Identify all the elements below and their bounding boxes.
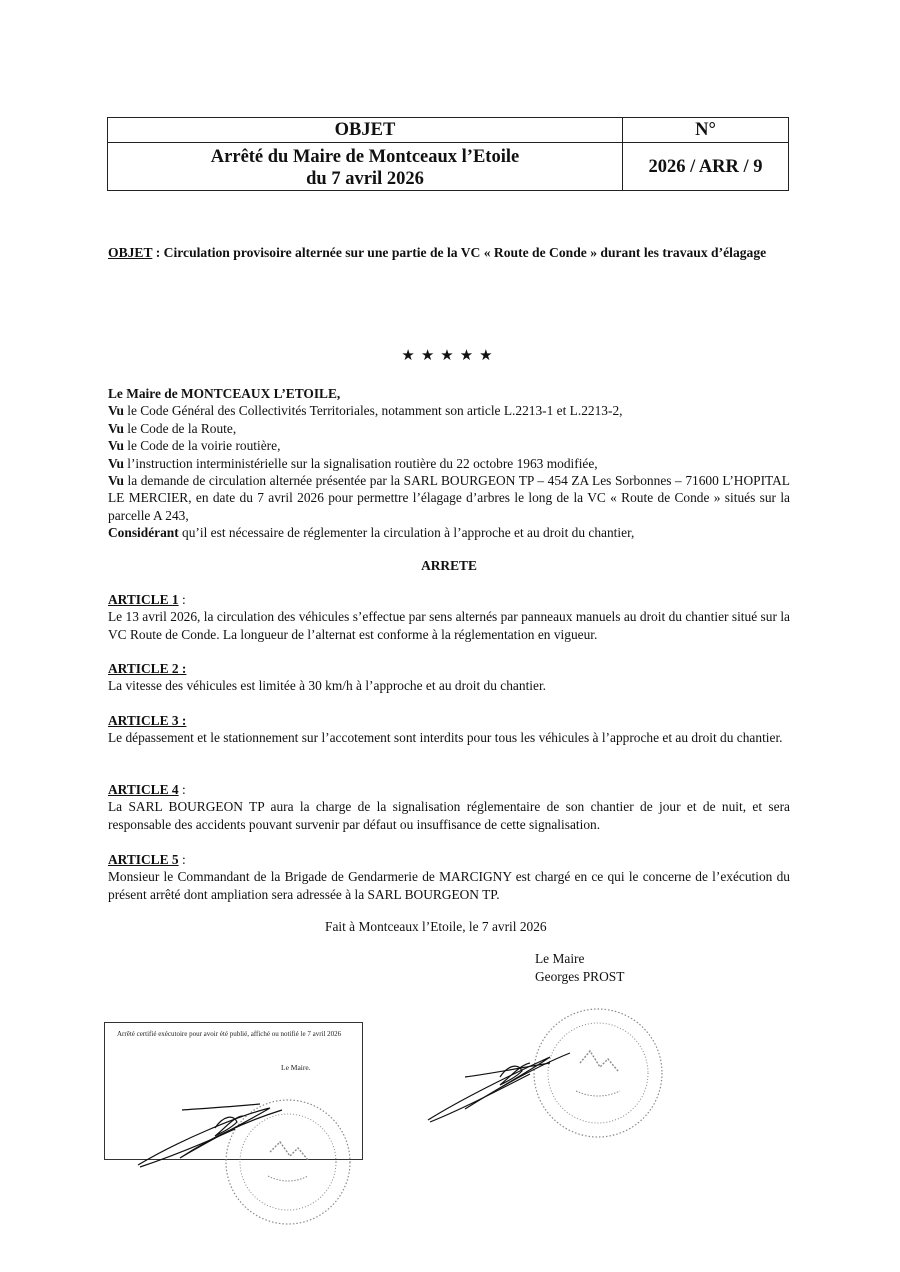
header-right-column [623, 118, 788, 190]
signature-title: Le Maire [535, 951, 585, 966]
stamp-seal-icon [226, 1100, 350, 1224]
arrete-title: ARRETE [421, 558, 477, 573]
header-arrete-line1: Arrêté du Maire de Montceaux l’Etoile [210, 147, 520, 167]
article-text: Le 13 avril 2026, la circulation des véhicules s’effectue par sens alternés par panneaux manuels au droit du chantier situé sur la VC Route de Conde. La longueur de l’alternat est conforme à la réglementation en vigueur. [108, 609, 790, 642]
stamp-seal-icon [534, 1009, 662, 1137]
objet-label: OBJET [108, 245, 153, 260]
header-table [107, 117, 789, 191]
article-text: La vitesse des véhicules est limitée à 30 km/h à l’approche et au droit du chantier. [108, 678, 547, 694]
article-3 [108, 712, 790, 747]
header-numero-label: N° [695, 120, 716, 140]
header-numero-row [623, 118, 788, 143]
article-2 [108, 660, 790, 695]
article-title: ARTICLE 3 : [108, 713, 187, 728]
article-title: ARTICLE 4 [108, 782, 179, 797]
fait-line: Fait à Montceaux l’Etoile, le 7 avril 2026 [325, 919, 547, 934]
signature-icon [138, 1104, 282, 1167]
considerant-line: Considérant qu’il est nécessaire de réglementer la circulation à l’approche et au droit du chantier, [108, 525, 635, 541]
article-1: ARTICLE 1 : Le 13 avril 2026, la circulation des véhicules s’effectue par sens alternés par panneaux manuels au droit du chantier situé sur la VC Route de Conde. La longueur de l’alternat est conforme à la réglementation en vigueur. [108, 592, 790, 642]
header-objet-label: OBJET [334, 120, 396, 140]
maire-stamp-and-signature [420, 1005, 670, 1145]
article-title: ARTICLE 5 [108, 852, 179, 867]
certification-maire: Le Maire. [281, 1063, 311, 1072]
certification-stamp-and-signature [120, 1080, 350, 1230]
objet-paragraph [108, 244, 790, 261]
visa-line: Vu le Code de la Route, [108, 420, 237, 436]
certification-text: Arrêté certifié exécutoire pour avoir été publié, affiché ou notifié le 7 avril 2026 [117, 1030, 342, 1038]
visa-line: Vu le Code de la voirie routière, [108, 438, 281, 454]
visa-line: Vu le Code Général des Collectivités Territoriales, notamment son article L.2213-1 et L.2213-2, [108, 403, 623, 419]
header-numero: 2026 / ARR / 9 [648, 157, 763, 177]
article-5: ARTICLE 5 : Monsieur le Commandant de la Brigade de Gendarmerie de MARCIGNY est chargé en ce qui le concerne de l’exécution du présent arrêté dont ampliation sera adressée à la SARL BOURGEON TP. [108, 852, 790, 902]
article-text: Monsieur le Commandant de la Brigade de Gendarmerie de MARCIGNY est chargé en ce qui le concerne de l’exécution du présent arrêté dont ampliation sera adressée à la SARL BOURGEON TP. [108, 869, 790, 902]
article-title: ARTICLE 2 : [108, 661, 187, 676]
visa-line: Vu l’instruction interministérielle sur la signalisation routière du 22 octobre 1963 modifiée, [108, 455, 598, 471]
header-left-column [108, 118, 623, 190]
header-arrete-line2: du 7 avril 2026 [306, 169, 424, 189]
visas-block [108, 385, 790, 542]
header-objet-row [108, 118, 622, 143]
objet-text: : Circulation provisoire alternée sur une partie de la VC « Route de Conde » durant les travaux d’élagage [152, 245, 767, 260]
article-text: La SARL BOURGEON TP aura la charge de la signalisation réglementaire de son chantier de jour et de nuit, et sera responsable des accidents pouvant survenir par défaut ou insuffisance de cette signalisation. [108, 799, 790, 832]
article-title: ARTICLE 1 [108, 592, 179, 607]
stars-separator: ★★★★★ [401, 348, 499, 364]
maire-heading: Le Maire de MONTCEAUX L’ETOILE, [108, 386, 341, 401]
visa-line: Vu la demande de circulation alternée présentée par la SARL BOURGEON TP – 454 ZA Les Sorbonnes – 71600 L’HOPITAL LE MERCIER, en date du 7 avril 2026 pour permettre l’élagage d’arbres le long de la VC « Route de Conde » situés sur la parcelle A 243, [108, 473, 790, 523]
signature-icon [428, 1053, 570, 1122]
signature-name: Georges PROST [535, 969, 625, 984]
article-text: Le dépassement et le stationnement sur l’accotement sont interdits pour tous les véhicules à l’approche et au droit du chantier. [108, 730, 783, 746]
article-4: ARTICLE 4 : La SARL BOURGEON TP aura la charge de la signalisation réglementaire de son chantier de jour et de nuit, et sera responsable des accidents pouvant survenir par défaut ou insuffisance de cette signalisation. [108, 782, 790, 832]
